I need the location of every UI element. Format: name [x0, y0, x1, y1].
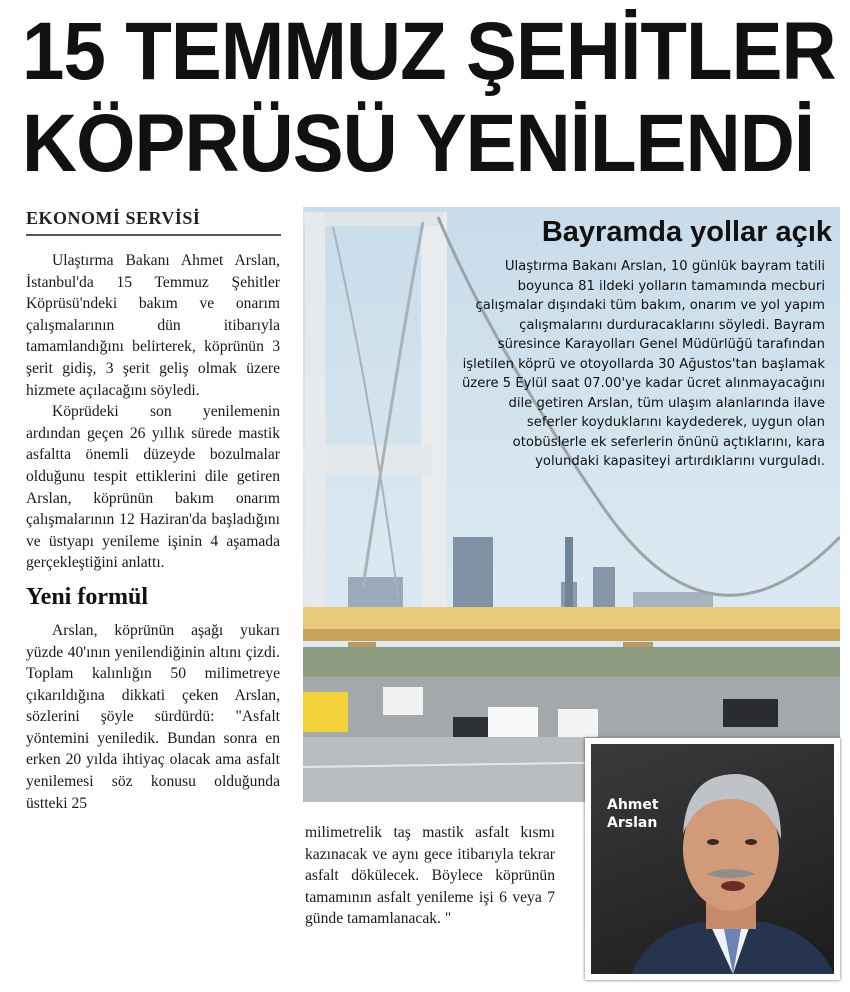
article-paragraph-1: Ulaştırma Bakanı Ahmet Arslan, İstanbul'da 15 Temmuz Şehitler Köprüsü'ndeki bakım ve onarım çalışmalarının dün itibarıyla tamamlandığını belirterek, köprünün 3 şerit gidiş, 3 şerit geliş olmak üzere hizmete açılacağını söyledi.: [26, 252, 280, 399]
portrait-caption-line-2: Arslan: [607, 815, 658, 831]
article-column-left: [26, 250, 280, 814]
article-paragraph-3: Arslan, köprünün aşağı yukarı yüzde 40'ının yenilendiğinin altını çizdi. Toplam kalınlığın 50 milimetreye çıkarıldığına dikkati çeken Arslan, sözlerini şöyle sürdürdü: "Asfalt yöntemini yeniledik. Bundan sonra en erken 20 yılda ihtiyaç olacak ama asfalt yenilemesi söz konusu olduğunda üstteki 25: [26, 621, 280, 812]
portrait-illustration: [591, 744, 834, 974]
sidebar-title: Bayramda yollar açık: [541, 216, 832, 248]
headline-line-1: 15 TEMMUZ ŞEHİTLER: [22, 6, 836, 97]
sidebar-text: Ulaştırma Bakanı Arslan, 10 günlük bayram tatili boyunca 81 ildeki yolların tamamında mecburi çalışmalar dışındaki tüm bakım, onarım ve yol yapım çalışmalarını durduracaklarını söyledi. Bayram süresince Karayolları Genel Müdürlüğü tarafından işletilen köprü ve otoyollarda 30 Ağustos'tan başlamak üzere 5 Eylül saat 07.00'ye kadar ücret alınmayacağını dile getiren Arslan, tüm ulaşım alanlarında ilave seferler koyduklarını kaydederek, uygun olan otobüslerle ek seferlerin önünü açtıklarını, kara yolundaki kapasiteyi artırdıklarını vurguladı.: [461, 259, 825, 469]
article-subhead: Yeni formül: [26, 583, 148, 610]
byline: EKONOMİ SERVİSİ: [26, 208, 281, 236]
article-column-continued: [305, 822, 555, 930]
headline: [22, 6, 836, 190]
portrait-caption-line-1: Ahmet: [607, 797, 659, 813]
portrait-photo: [585, 738, 840, 980]
headline-line-2: KÖPRÜSÜ YENİLENDİ: [22, 98, 815, 189]
article-paragraph-2: Köprüdeki son yenilemenin ardından geçen 26 yıllık sürede mastik asfaltta önemli düzeyde bozulmalar olduğunu tespit ettiklerini dile getiren Arslan, köprünün bakım onarım çalışmalarının 12 Haziran'da başladığını ve üstyapı yenileme işinin 4 aşamada gerçekleştiğini anlattı.: [26, 403, 280, 572]
article-paragraph-4: milimetrelik taş mastik asfalt kısmı kazınacak ve aynı gece itibarıyla tekrar asfalt dökülecek. Böylece köprünün tamamının asfalt yenileme işi 6 veya 7 günde tamamlanacak. ": [305, 824, 555, 928]
portrait-caption: [607, 796, 659, 832]
portrait-image: [591, 744, 834, 974]
